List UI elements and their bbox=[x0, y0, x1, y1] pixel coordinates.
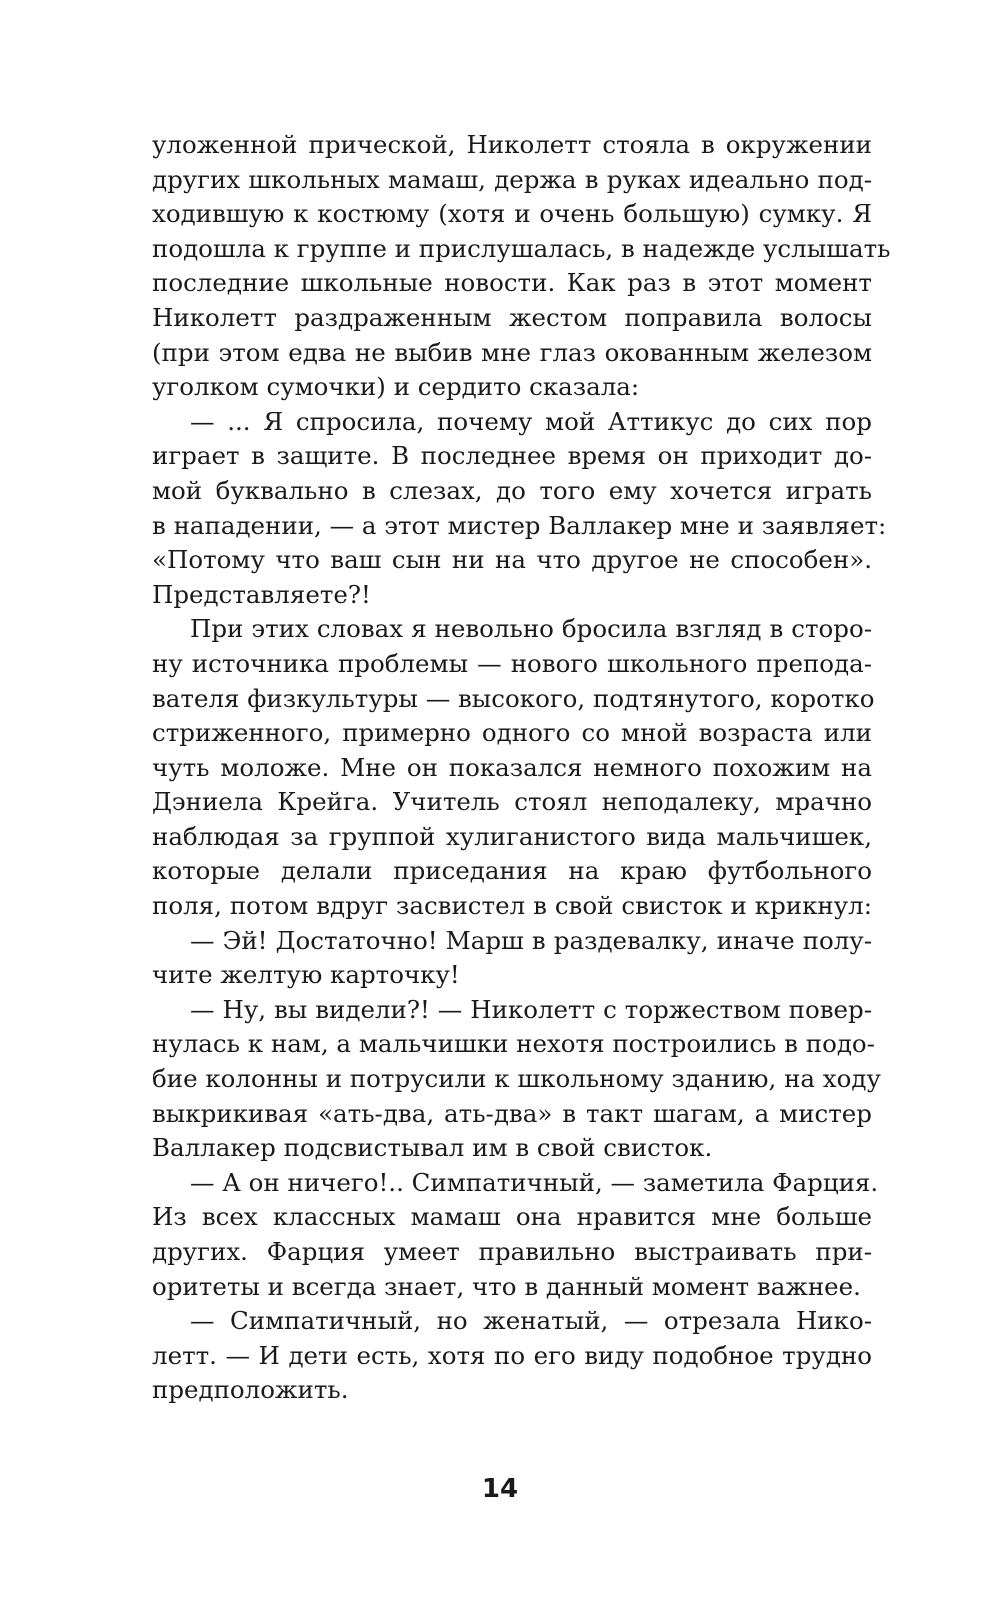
text-line: мой буквально в слезах, до того ему хочется играть bbox=[152, 475, 872, 505]
text-line: чите желтую карточку! bbox=[152, 960, 460, 990]
text-line: Николетт раздраженным жестом поправила волосы bbox=[152, 302, 872, 332]
text-line: стриженного, примерно одного со мной возраста или bbox=[152, 718, 872, 748]
body-text bbox=[152, 128, 891, 1408]
text-line: в нападении, — а этот мистер Валлакер мне и заявляет: bbox=[152, 510, 887, 540]
text-line: Из всех классных мамаш она нравится мне больше bbox=[152, 1202, 872, 1232]
text-line: «Потому что ваш сын ни на что другое не способен». bbox=[152, 545, 872, 575]
page-number: 14 bbox=[481, 1474, 519, 1504]
text-line: — ... Я спросила, почему мой Аттикус до сих пор bbox=[190, 406, 872, 436]
text-line: Представляете?! bbox=[152, 579, 371, 609]
text-line: Валлакер подсвистывал им в свой свисток. bbox=[152, 1133, 713, 1163]
text-line: — Симпатичный, но женатый, — отрезала Нико- bbox=[190, 1306, 872, 1336]
text-line: последние школьные новости. Как раз в этот момент bbox=[152, 268, 872, 298]
text-line: бие колонны и потрусили к школьному зданию, на ходу bbox=[152, 1064, 881, 1094]
text-line: летт. — И дети есть, хотя по его виду подобное трудно bbox=[152, 1340, 872, 1370]
text-line: — А он ничего!.. Симпатичный, — заметила Фарция. bbox=[190, 1167, 879, 1197]
text-line: чуть моложе. Мне он показался немного похожим на bbox=[152, 752, 872, 782]
text-line: Дэниела Крейга. Учитель стоял неподалеку, мрачно bbox=[152, 787, 872, 817]
text-line: — Ну, вы видели?! — Николетт с торжеством повер- bbox=[190, 994, 872, 1024]
text-line: — Эй! Достаточно! Марш в раздевалку, иначе полу- bbox=[190, 925, 872, 955]
text-line: вателя физкультуры — высокого, подтянутого, коротко bbox=[152, 683, 875, 713]
text-line: ходившую к костюму (хотя и очень большую) сумку. Я bbox=[152, 199, 872, 229]
text-line: уложенной прической, Николетт стояла в окружении bbox=[152, 130, 872, 159]
text-line: (при этом едва не выбив мне глаз окованным железом bbox=[152, 337, 872, 367]
text-line: уголком сумочки) и сердито сказала: bbox=[152, 372, 640, 402]
text-line: предположить. bbox=[152, 1375, 349, 1405]
text-line: которые делали приседания на краю футбольного bbox=[152, 856, 872, 886]
text-line: других школьных мамаш, держа в руках идеально под- bbox=[152, 164, 872, 194]
text-line: играет в защите. В последнее время он приходит до- bbox=[152, 441, 872, 471]
text-line: подошла к группе и прислушалась, в надежде услышать bbox=[152, 233, 891, 263]
text-line: нулась к нам, а мальчишки нехотя построились в подо- bbox=[152, 1029, 875, 1059]
text-line: поля, потом вдруг засвистел в свой свисток и крикнул: bbox=[152, 891, 872, 921]
text-line: выкрикивая «ать-два, ать-два» в такт шагам, а мистер bbox=[152, 1098, 872, 1128]
text-line: При этих словах я невольно бросила взгляд в сторо- bbox=[190, 614, 872, 644]
text-line: оритеты и всегда знает, что в данный момент важнее. bbox=[152, 1271, 861, 1301]
text-line: ну источника проблемы — нового школьного препода- bbox=[152, 648, 872, 678]
text-line: наблюдая за группой хулиганистого вида мальчишек, bbox=[152, 821, 872, 851]
text-line: других. Фарция умеет правильно выстраивать при- bbox=[152, 1237, 872, 1266]
